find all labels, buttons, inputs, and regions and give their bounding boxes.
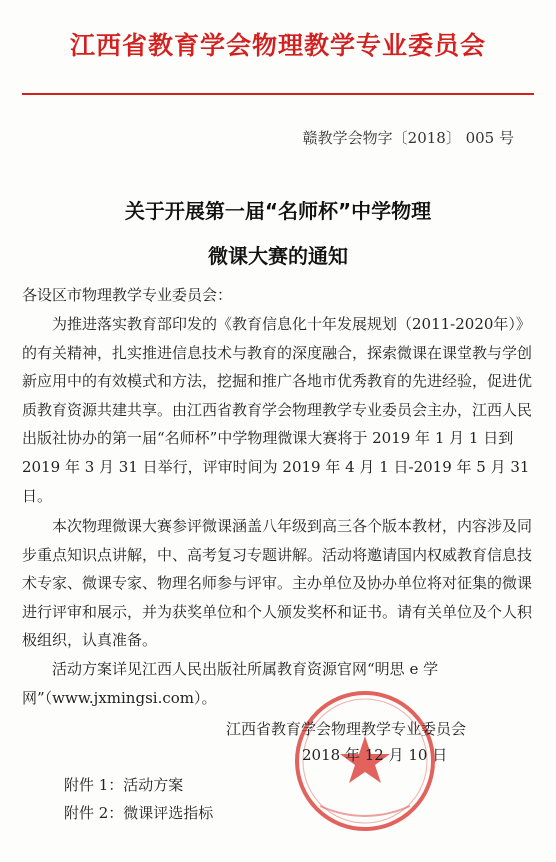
- letterhead: [0, 26, 556, 62]
- notice-title-line-2: 微课大赛的通知: [208, 244, 348, 268]
- body-paragraph-2: 本次物理微课大赛参评微课涵盖八年级到高三各个版本教材，内容涉及同步重点知识点讲解，中、高考复习专题讲解。活动将邀请国内权威教育信息技术专家、微课专家、物理名师参与评审。主办单位及协办单位将对征集的微课进行评审和展示，并为获奖单位和个人颁发奖杯和证书。请有关单位及个人积极组织，认真准备。: [22, 517, 533, 650]
- notice-title-line-1: 关于开展第一届“名师杯”中学物理: [124, 199, 432, 223]
- attachment-2: 附件 2：微课评选指标: [64, 804, 214, 822]
- attachment-1: 附件 1：活动方案: [64, 776, 184, 794]
- document-number: 赣教学会物字〔2018〕 005 号: [302, 129, 514, 147]
- org-letterhead-title: 江西省教育学会物理教学专业委员会: [69, 31, 486, 60]
- letterhead-divider: [22, 93, 534, 95]
- body-paragraph-3: 活动方案详见江西人民出版社所属教育资源官网“明思 e 学网”（www.jxmingsi.com）。: [22, 660, 439, 707]
- salutation: 各设区市物理教学专业委员会：: [22, 286, 233, 304]
- signature-organization: 江西省教育学会物理教学专业委员会: [226, 720, 467, 738]
- signature-date: 2018 年 12 月 10 日: [302, 746, 448, 764]
- body-paragraph-1: 为推进落实教育部印发的《教育信息化十年发展规划（2011-2020年）》的有关精神，扎实推进信息技术与教育的深度融合，探索微课在课堂教与学创新应用中的有效模式和方法，挖掘和推广各地市优秀教育的先进经验，促进优质教育资源共建共享。由江西省教育学会物理教学专业委员会主办，江西人民出版社协办的第一届“名师杯”中学物理微课大赛将于 2019 年 1 月 1 日到 2019 年 3 月 31 日举行，评审时间为 2019 年 4 月 1 日-2019 年 5 月 31 日。: [22, 315, 533, 505]
